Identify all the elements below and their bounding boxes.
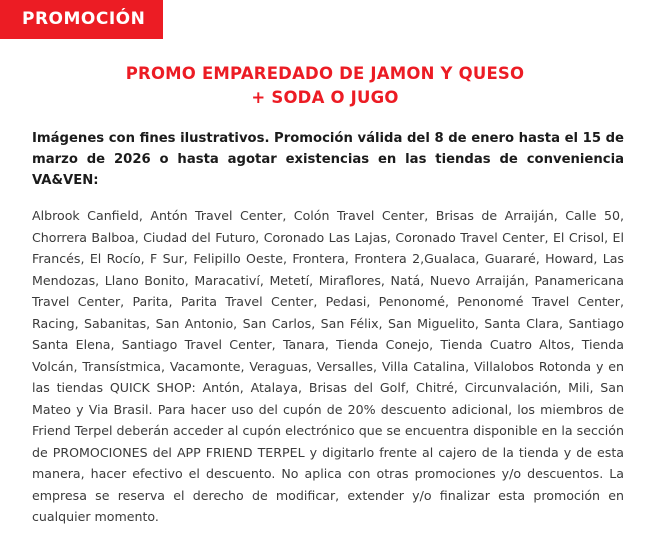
promo-badge: PROMOCIÓN	[0, 0, 163, 39]
terms-text: Para hacer uso del cupón de 20% descuento adicional, los miembros de Friend Terpel deberán acceder al cupón electrónico que se encuentra disponible en la sección de PROMOCIONES del APP FRIEND TERPEL y digitarlo frente al cajero de la tienda y de esta manera, hacer efectivo el descuento. No aplica con otras promociones y/o descuentos. La empresa se reserva el derecho de modificar, extender y/o finalizar esta promoción en cualquier momento.	[32, 401, 624, 524]
promo-body	[32, 128, 624, 528]
promo-details-text	[32, 205, 624, 528]
store-list-text: Albrook Canfield, Antón Travel Center, Colón Travel Center, Brisas de Arraiján, Calle 50, Chorrera Balboa, Ciudad del Futuro, Coronado Las Lajas, Coronado Travel Center, El Crisol, El Francés, El Rocío, F Sur, Felipillo Oeste, Frontera, Frontera 2,Gualaca, Guararé, Howard, Las Mendozas, Llano Bonito, Maracativí, Metetí, Miraflores, Natá, Nuevo Arraiján, Panamericana Travel Center, Parita, Parita Travel Center, Pedasi, Penonomé, Penonomé Travel Center, Racing, Sabanitas, San Antonio, San Carlos, San Félix, San Miguelito, Santa Clara, Santiago Santa Elena, Santiago Travel Center, Tanara, Tienda Conejo, Tienda Cuatro Altos, Tienda Volcán, Transístmica, Vacamonte, Veraguas, Versalles, Villa Catalina, Villalobos Rotonda y en las tiendas QUICK SHOP: Antón, Atalaya, Brisas del Golf, Chitré, Circunvalación, Mili, San Mateo y Via Brasil.	[32, 208, 624, 417]
promo-validity-text: Imágenes con fines ilustrativos. Promoción válida del 8 de enero hasta el 15 de marzo de 2026 o hasta agotar existencias en las tiendas de conveniencia VA&VEN:	[32, 131, 624, 188]
promo-title-line-2: + SODA O JUGO	[251, 88, 399, 107]
promo-title	[0, 62, 650, 110]
promo-title-line-1: PROMO EMPAREDADO DE JAMON Y QUESO	[125, 64, 525, 83]
